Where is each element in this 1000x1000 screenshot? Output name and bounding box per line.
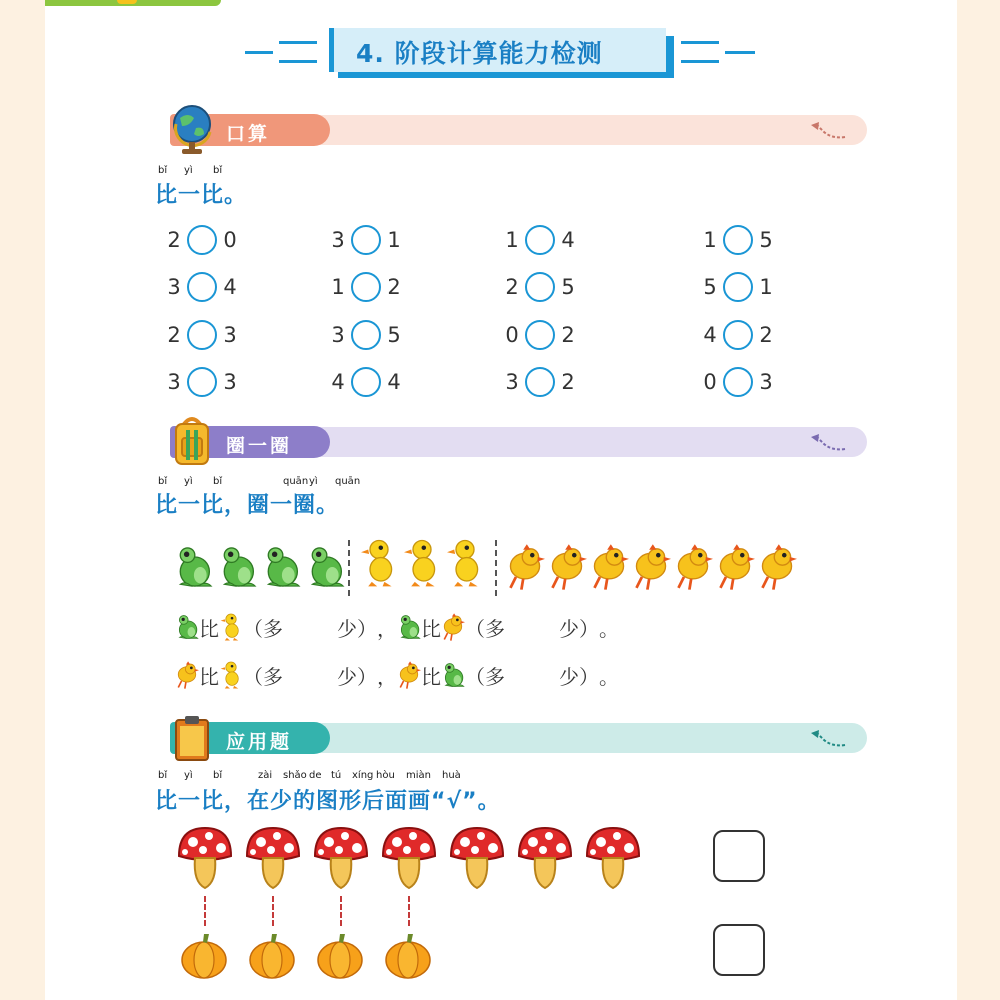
duck-icon — [404, 538, 440, 592]
mushroom-icon — [243, 826, 303, 896]
answer-circle[interactable] — [351, 320, 381, 350]
period: 。 — [599, 664, 619, 689]
frog-icon — [397, 613, 421, 641]
option-more[interactable]: 多 — [485, 616, 505, 641]
mushroom-icon — [311, 826, 371, 896]
pumpkin-icon — [179, 930, 229, 984]
chick-icon — [441, 613, 465, 641]
left-number: 1 — [331, 275, 345, 299]
left-number: 1 — [703, 228, 717, 252]
answer-circle[interactable] — [723, 320, 753, 350]
compare-problem — [163, 270, 241, 304]
compare-problem — [163, 318, 241, 352]
compare-word: 比 — [421, 664, 441, 689]
right-number: 4 — [561, 228, 575, 252]
compare-problem — [501, 223, 579, 257]
left-number: 4 — [703, 323, 717, 347]
pinyin: yì — [184, 770, 193, 781]
left-number: 2 — [167, 323, 181, 347]
check-box-mushrooms[interactable] — [713, 830, 765, 882]
left-number: 3 — [167, 275, 181, 299]
pumpkin-icon — [383, 930, 433, 984]
section-banner-kousuan — [170, 114, 867, 146]
section-label: 圈一圈 — [226, 435, 293, 457]
mushroom-icon — [583, 826, 643, 896]
left-number: 1 — [505, 228, 519, 252]
top-tab — [45, 0, 221, 6]
option-more[interactable]: 多 — [485, 664, 505, 689]
frog-icon — [305, 544, 345, 594]
comma: ， — [377, 664, 397, 689]
left-number: 3 — [167, 370, 181, 394]
mushroom-icon — [379, 826, 439, 896]
pinyin: bǐ — [158, 476, 168, 487]
check-box-pumpkins[interactable] — [713, 924, 765, 976]
right-number: 5 — [387, 323, 401, 347]
answer-circle[interactable] — [723, 367, 753, 397]
frog-icon — [441, 661, 465, 689]
frog-icon — [217, 544, 257, 594]
answer-circle[interactable] — [525, 320, 555, 350]
clipboard-icon — [170, 712, 216, 764]
pinyin: hòu — [376, 770, 395, 781]
pinyin: miàn — [406, 770, 431, 781]
arrow-icon — [805, 121, 849, 141]
right-number: 3 — [223, 370, 237, 394]
paren-close: ） — [579, 664, 599, 689]
left-number: 0 — [703, 370, 717, 394]
mushroom-icon — [447, 826, 507, 896]
title-deco-line — [681, 60, 719, 63]
paren-open: （ — [465, 664, 485, 689]
paren-close: ） — [357, 616, 377, 641]
left-number: 5 — [703, 275, 717, 299]
left-number: 4 — [331, 370, 345, 394]
compare-problem — [501, 270, 579, 304]
right-number: 3 — [759, 370, 773, 394]
globe-icon — [170, 104, 216, 156]
comma: ， — [377, 616, 397, 641]
pinyin: yì — [184, 165, 193, 176]
chick-icon — [715, 544, 755, 594]
pinyin: zài — [258, 770, 273, 781]
right-number: 2 — [387, 275, 401, 299]
match-line — [408, 896, 410, 926]
duck-icon — [219, 613, 243, 641]
pinyin: yì — [309, 476, 318, 487]
sentence-row-1 — [175, 612, 619, 642]
match-line — [204, 896, 206, 926]
title-deco-line — [245, 51, 273, 54]
backpack-icon — [170, 416, 216, 468]
pinyin: bǐ — [213, 770, 223, 781]
right-number: 2 — [561, 323, 575, 347]
section-bar — [300, 115, 867, 145]
duck-icon — [361, 538, 397, 592]
title-deco-line — [279, 41, 317, 44]
answer-circle[interactable] — [525, 367, 555, 397]
answer-circle[interactable] — [187, 367, 217, 397]
chick-icon — [397, 661, 421, 689]
right-number: 3 — [223, 323, 237, 347]
pinyin: bǐ — [213, 165, 223, 176]
compare-problem — [501, 365, 579, 399]
section-label: 应用题 — [226, 731, 293, 753]
arrow-icon — [805, 433, 849, 453]
compare-problem — [327, 365, 405, 399]
left-number: 2 — [505, 275, 519, 299]
section-bar — [300, 427, 867, 457]
pinyin: bǐ — [213, 476, 223, 487]
section-banner-yingyongti — [170, 722, 867, 754]
frog-icon — [175, 613, 199, 641]
compare-problem — [699, 365, 777, 399]
left-number: 3 — [505, 370, 519, 394]
title-deco-line — [279, 60, 317, 63]
left-number: 3 — [331, 228, 345, 252]
page-title-box — [329, 28, 666, 72]
answer-circle[interactable] — [525, 225, 555, 255]
right-number: 2 — [561, 370, 575, 394]
paren-open: （ — [465, 616, 485, 641]
compare-word: 比 — [199, 616, 219, 641]
paren-close: ） — [357, 664, 377, 689]
paren-open: （ — [243, 616, 263, 641]
option-less[interactable]: 少 — [337, 664, 357, 689]
option-more[interactable]: 多 — [263, 616, 283, 641]
compare-problem — [163, 223, 241, 257]
group-separator — [348, 540, 350, 596]
chick-icon — [175, 661, 199, 689]
instruction-check-fewer: 比一比，在少的图形后面画“√”。 — [155, 789, 501, 814]
right-number: 0 — [223, 228, 237, 252]
match-line — [272, 896, 274, 926]
paren-close: ） — [579, 616, 599, 641]
title-deco-line — [681, 41, 719, 44]
answer-circle[interactable] — [187, 225, 217, 255]
chick-icon — [757, 544, 797, 594]
right-number: 5 — [561, 275, 575, 299]
duck-icon — [219, 661, 243, 689]
option-less[interactable]: 少 — [559, 664, 579, 689]
chick-icon — [589, 544, 629, 594]
option-less[interactable]: 少 — [337, 616, 357, 641]
title-deco-line — [725, 51, 755, 54]
compare-problem — [163, 365, 241, 399]
pinyin: huà — [442, 770, 461, 781]
instruction-compare: 比一比。 — [155, 183, 248, 208]
sentence-row-2 — [175, 660, 619, 690]
pumpkin-icon — [247, 930, 297, 984]
page-title: 4. 阶段计算能力检测 — [356, 39, 603, 68]
pumpkin-icon — [315, 930, 365, 984]
top-tab-dot — [117, 0, 137, 4]
pinyin: yì — [184, 476, 193, 487]
paren-open: （ — [243, 664, 263, 689]
section-bar — [300, 723, 867, 753]
duck-icon — [447, 538, 483, 592]
answer-circle[interactable] — [351, 225, 381, 255]
pinyin: bǐ — [158, 165, 168, 176]
compare-problem — [327, 318, 405, 352]
frog-icon — [261, 544, 301, 594]
right-number: 1 — [759, 275, 773, 299]
chick-icon — [673, 544, 713, 594]
mushroom-icon — [175, 826, 235, 896]
pinyin: quān — [283, 476, 309, 487]
compare-problem — [327, 223, 405, 257]
instruction-compare-circle: 比一比，圈一圈。 — [155, 493, 340, 518]
answer-circle[interactable] — [187, 272, 217, 302]
option-more[interactable]: 多 — [263, 664, 283, 689]
compare-problem — [699, 318, 777, 352]
pinyin: xíng — [352, 770, 374, 781]
option-less[interactable]: 少 — [559, 616, 579, 641]
worksheet-page — [45, 0, 957, 1000]
mushroom-icon — [515, 826, 575, 896]
chick-icon — [505, 544, 545, 594]
compare-problem — [501, 318, 579, 352]
arrow-icon — [805, 729, 849, 749]
period: 。 — [599, 616, 619, 641]
right-number: 1 — [387, 228, 401, 252]
left-number: 0 — [505, 323, 519, 347]
right-number: 4 — [387, 370, 401, 394]
pinyin: tú — [331, 770, 342, 781]
compare-problem — [327, 270, 405, 304]
pinyin: bǐ — [158, 770, 168, 781]
answer-circle[interactable] — [351, 272, 381, 302]
section-banner-quanyiquan — [170, 426, 867, 458]
answer-circle[interactable] — [525, 272, 555, 302]
compare-problem — [699, 270, 777, 304]
right-number: 5 — [759, 228, 773, 252]
pinyin: quān — [335, 476, 361, 487]
pinyin: de — [309, 770, 322, 781]
answer-circle[interactable] — [723, 225, 753, 255]
pinyin: shǎo — [283, 770, 307, 781]
answer-circle[interactable] — [351, 367, 381, 397]
compare-word: 比 — [199, 664, 219, 689]
left-number: 3 — [331, 323, 345, 347]
left-number: 2 — [167, 228, 181, 252]
chick-icon — [547, 544, 587, 594]
match-line — [340, 896, 342, 926]
chick-icon — [631, 544, 671, 594]
compare-word: 比 — [421, 616, 441, 641]
group-separator — [495, 540, 497, 596]
answer-circle[interactable] — [723, 272, 753, 302]
frog-icon — [173, 544, 213, 594]
compare-problem — [699, 223, 777, 257]
right-number: 2 — [759, 323, 773, 347]
section-label: 口算 — [226, 123, 271, 145]
answer-circle[interactable] — [187, 320, 217, 350]
right-number: 4 — [223, 275, 237, 299]
